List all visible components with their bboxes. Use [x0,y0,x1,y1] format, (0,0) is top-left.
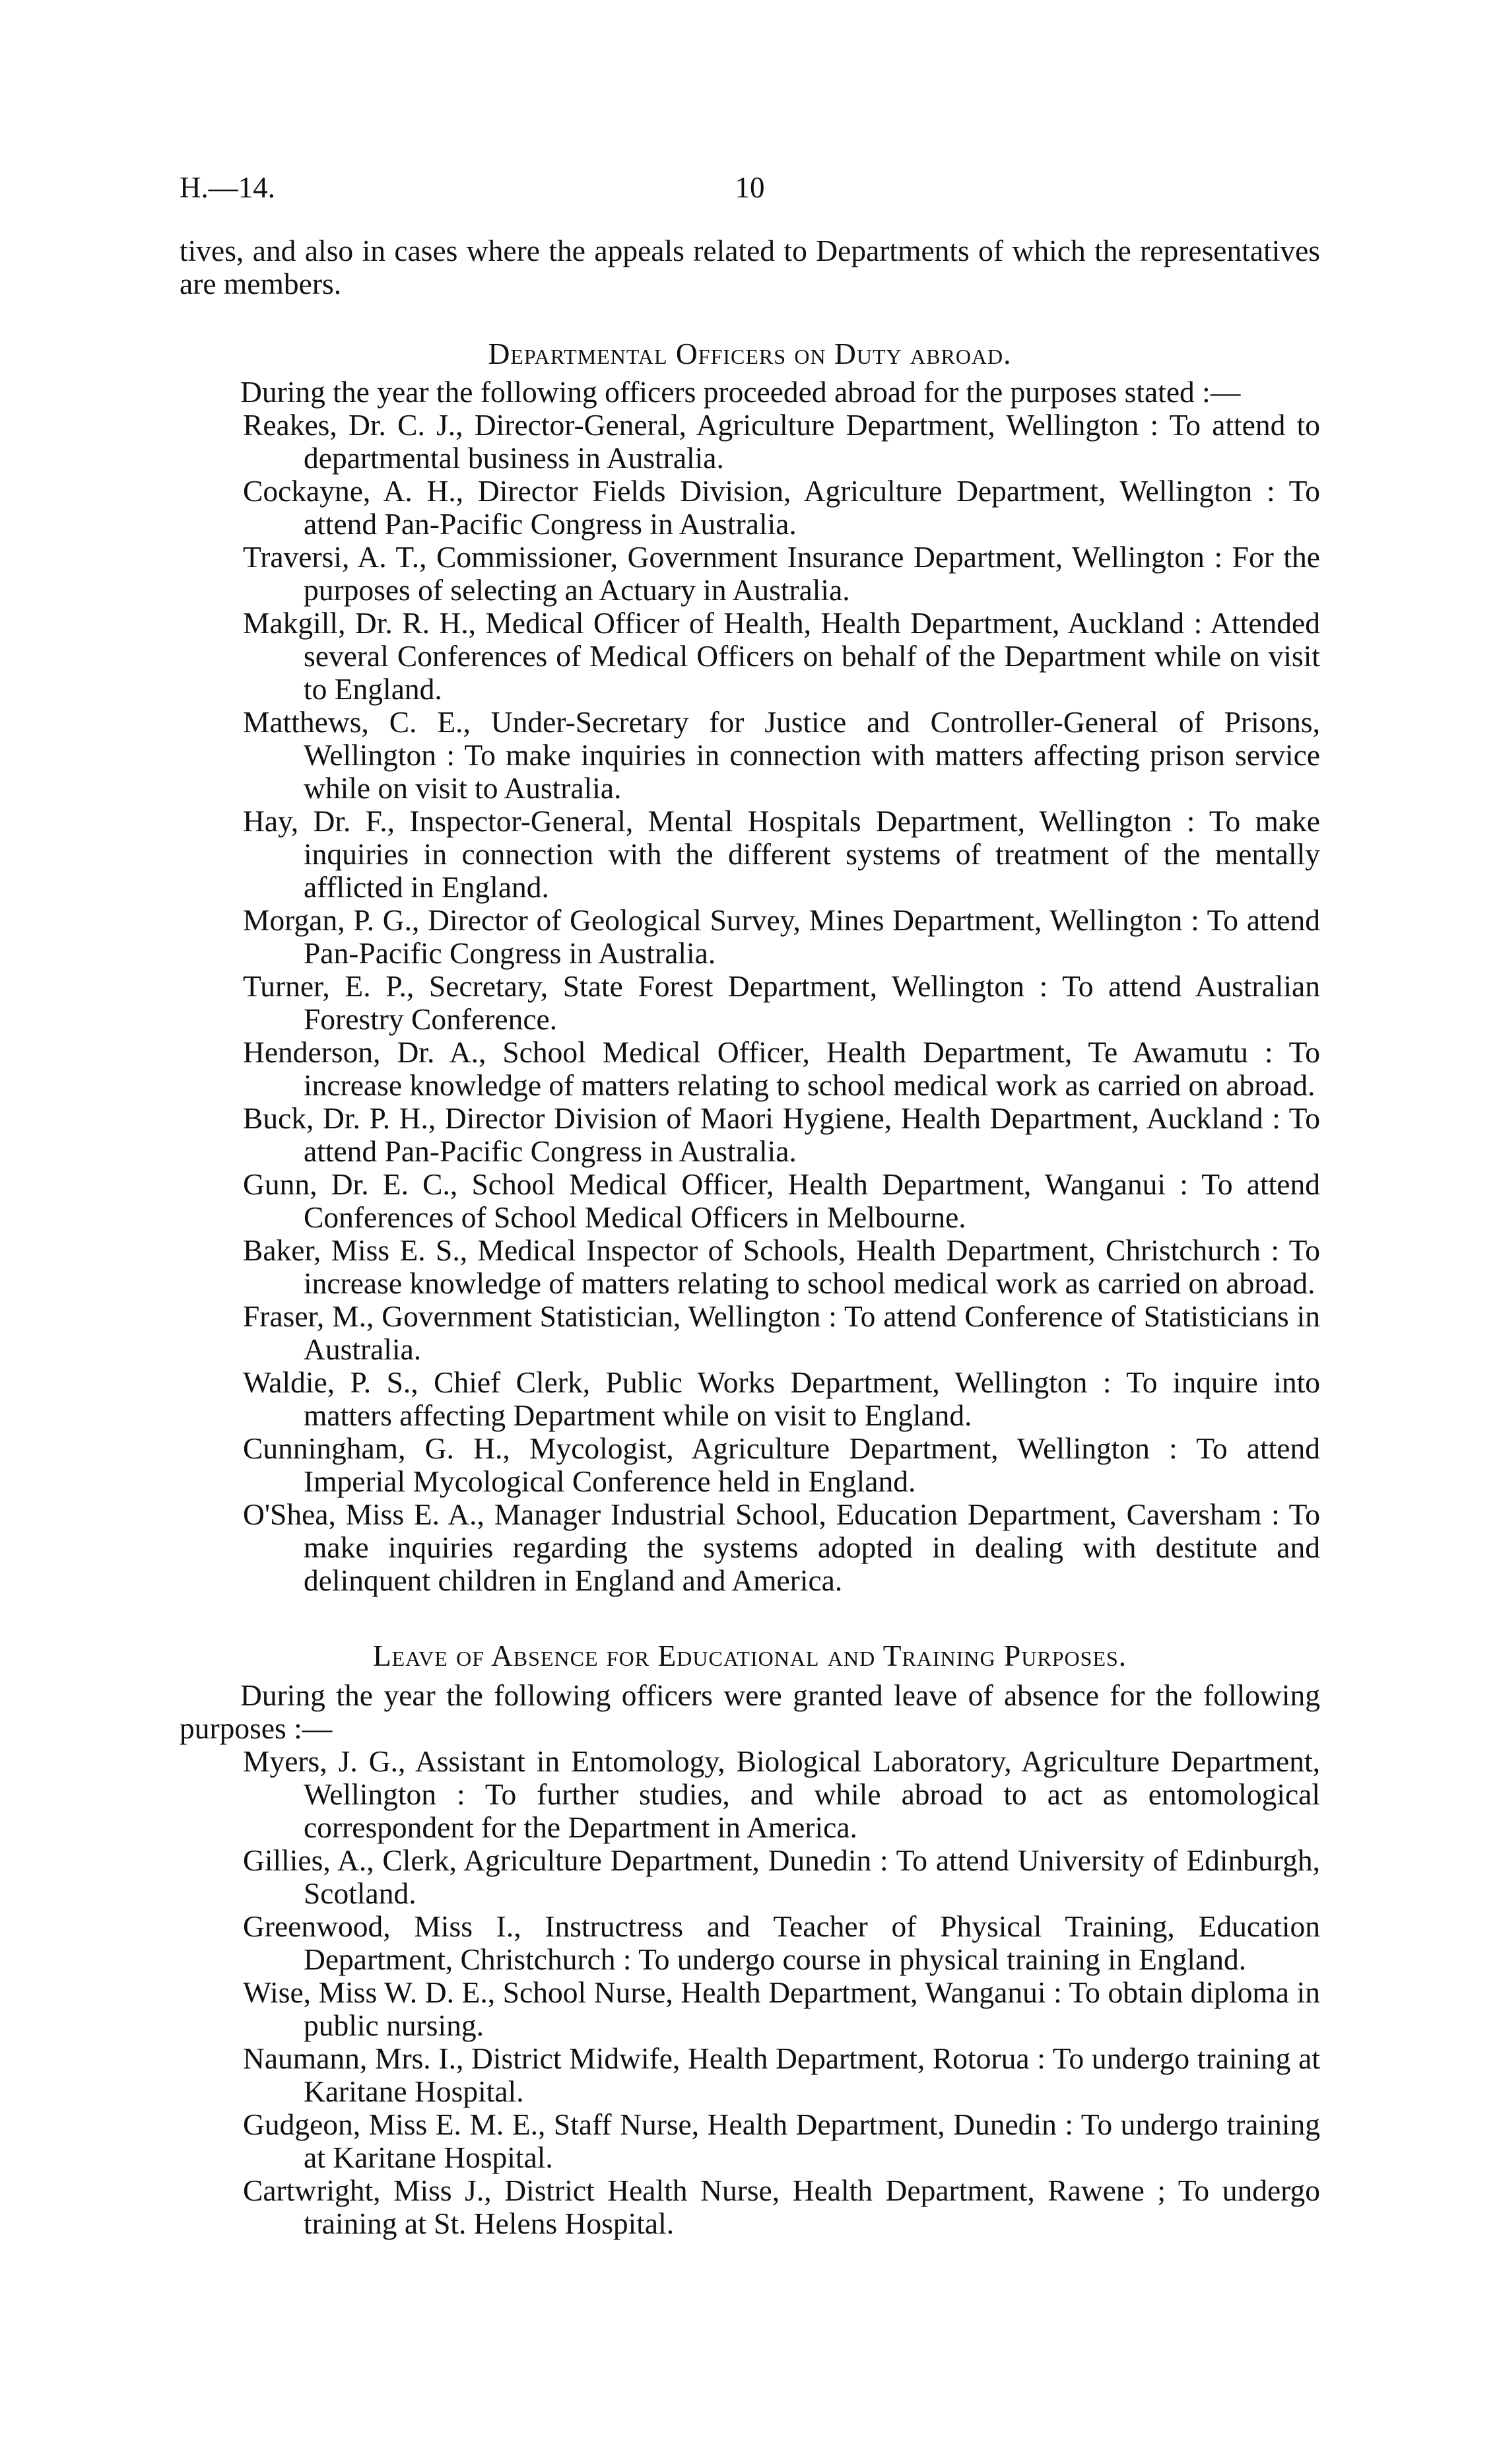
page-header [180,170,1320,210]
section-heading-departmental-officers: Departmental Officers on Duty abroad. [488,337,1012,370]
document-reference: H.—14. [180,171,275,204]
list-item: Myers, J. G., Assistant in Entomology, Biological Laboratory, Agriculture Department, Wellington : To further studies, and while abroad to act as entomological correspondent for the Department in America. [243,1744,1320,1844]
section-heading-leave-of-absence: Leave of Absence for Educational and Training Purposes. [372,1639,1127,1672]
officers-abroad-list [180,409,1320,1597]
list-item: Matthews, C. E., Under-Secretary for Justice and Controller-General of Prisons, Wellington : To make inquiries in connection with matters affecting prison service while on visit to Australia. [243,705,1320,805]
list-item: Turner, E. P., Secretary, State Forest Department, Wellington : To attend Australian Forestry Conference. [243,969,1320,1036]
list-item: Henderson, Dr. A., School Medical Officer, Health Department, Te Awamutu : To increase knowledge of matters relating to school medical work as carried on abroad. [243,1035,1320,1102]
list-item: Cunningham, G. H., Mycologist, Agriculture Department, Wellington : To attend Imperial Mycological Conference held in England. [243,1431,1320,1498]
list-item: Waldie, P. S., Chief Clerk, Public Works Department, Wellington : To inquire into matters affecting Department while on visit to England. [243,1365,1320,1432]
list-item: Gunn, Dr. E. C., School Medical Officer, Health Department, Wanganui : To attend Conferences of School Medical Officers in Melbourne. [243,1167,1320,1234]
list-item: Fraser, M., Government Statistician, Wellington : To attend Conference of Statisticians in Australia. [243,1299,1320,1366]
list-item: O'Shea, Miss E. A., Manager Industrial School, Education Department, Caversham : To make inquiries regarding the systems adopted in dealing with destitute and delinquent children in England and America. [243,1497,1320,1597]
list-item: Cartwright, Miss J., District Health Nurse, Health Department, Rawene ; To undergo training at St. Helens Hospital. [243,2173,1320,2240]
list-item: Hay, Dr. F., Inspector-General, Mental Hospitals Department, Wellington : To make inquiries in connection with the different systems of treatment of the mentally afflicted in England. [243,804,1320,904]
list-item: Cockayne, A. H., Director Fields Division, Agriculture Department, Wellington : To attend Pan-Pacific Congress in Australia. [243,474,1320,541]
list-item: Baker, Miss E. S., Medical Inspector of Schools, Health Department, Christchurch : To increase knowledge of matters relating to school medical work as carried on abroad. [243,1233,1320,1300]
list-item: Wise, Miss W. D. E., School Nurse, Health Department, Wanganui : To obtain diploma in public nursing. [243,1975,1320,2042]
section-intro: During the year the following officers were granted leave of absence for the following purposes :— [180,1678,1320,1745]
section-intro: During the year the following officers proceeded abroad for the purposes stated :— [240,375,1241,409]
list-item: Gillies, A., Clerk, Agriculture Department, Dunedin : To attend University of Edinburgh, Scotland. [243,1843,1320,1910]
leave-of-absence-list [180,1745,1320,2240]
list-item: Greenwood, Miss I., Instructress and Teacher of Physical Training, Education Department, Christchurch : To undergo course in physical training in England. [243,1909,1320,1976]
continuation-paragraph: tives, and also in cases where the appeals related to Departments of which the representatives are members. [180,234,1320,300]
list-item: Morgan, P. G., Director of Geological Survey, Mines Department, Wellington : To attend Pan-Pacific Congress in Australia. [243,903,1320,970]
list-item: Reakes, Dr. C. J., Director-General, Agriculture Department, Wellington : To attend to departmental business in Australia. [243,408,1320,475]
list-item: Gudgeon, Miss E. M. E., Staff Nurse, Health Department, Dunedin : To undergo training at Karitane Hospital. [243,2107,1320,2174]
page-number: 10 [735,171,765,204]
page-body [180,234,1320,2240]
list-item: Traversi, A. T., Commissioner, Government Insurance Department, Wellington : For the purposes of selecting an Actuary in Australia. [243,540,1320,607]
list-item: Naumann, Mrs. I., District Midwife, Health Department, Rotorua : To undergo training at Karitane Hospital. [243,2041,1320,2108]
list-item: Makgill, Dr. R. H., Medical Officer of Health, Health Department, Auckland : Attended several Conferences of Medical Officers on behalf of the Department while on visit to England. [243,606,1320,706]
list-item: Buck, Dr. P. H., Director Division of Maori Hygiene, Health Department, Auckland : To attend Pan-Pacific Congress in Australia. [243,1101,1320,1168]
